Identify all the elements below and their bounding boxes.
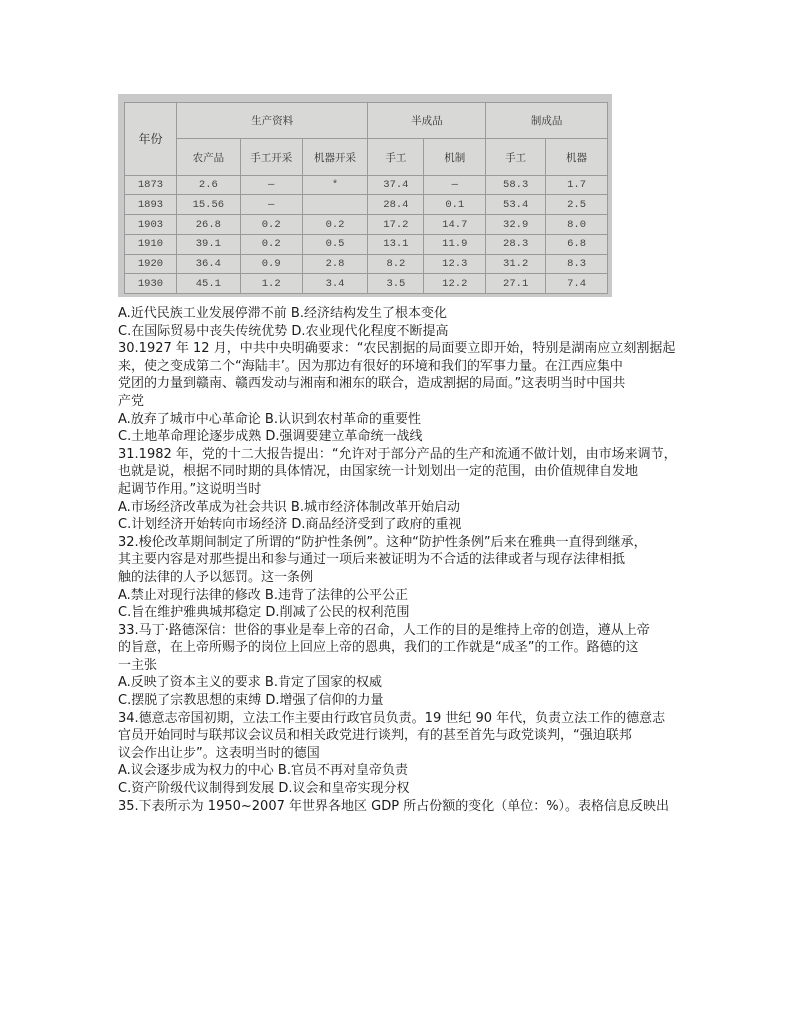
table-body xyxy=(125,175,608,293)
value-cell: 14.7 xyxy=(424,215,486,235)
group-header: 半成品 xyxy=(368,103,486,139)
value-cell: 8.2 xyxy=(368,254,424,274)
text-line: 的旨意，在上帝所赐予的岗位上回应上帝的恩典，我们的工作就是“成圣”的工作。路德的这 xyxy=(118,640,639,656)
table-row xyxy=(125,215,608,235)
value-cell: 0.2 xyxy=(240,234,302,254)
year-cell: 1930 xyxy=(125,274,177,294)
value-cell: 58.3 xyxy=(486,175,546,195)
text-line: 32.梭伦改革期间制定了所谓的“防护性条例”。这种“防护性条例”后来在雅典一直得到继承， xyxy=(118,534,647,550)
text-line: A.禁止对现行法律的修改 B.违背了法律的公平公正 xyxy=(118,587,408,603)
text-line: 31.1982 年，党的十二大报告提出：“允许对于部分产品的生产和流通不做计划，由市场来调节， xyxy=(118,446,677,462)
group-header: 制成品 xyxy=(486,103,608,139)
year-header: 年份 xyxy=(125,103,177,176)
column-header: 机器开采 xyxy=(302,139,368,175)
text-line: A.议会逐步成为权力的中心 B.官员不再对皇帝负责 xyxy=(118,763,408,779)
value-cell: 28.4 xyxy=(368,195,424,215)
value-cell: 0.9 xyxy=(240,254,302,274)
value-cell xyxy=(302,195,368,215)
value-cell: 39.1 xyxy=(176,234,240,254)
table-row xyxy=(125,195,608,215)
text-line: A.反映了资本主义的要求 B.肯定了国家的权威 xyxy=(118,675,382,691)
value-cell: 28.3 xyxy=(486,234,546,254)
text-line: C.在国际贸易中丧失传统优势 D.农业现代化程度不断提高 xyxy=(118,323,449,339)
value-cell: 32.9 xyxy=(486,215,546,235)
text-line: C.旨在维护雅典城邦稳定 D.削减了公民的权利范围 xyxy=(118,605,410,621)
value-cell: 8.0 xyxy=(546,215,608,235)
value-cell: 0.5 xyxy=(302,234,368,254)
text-line: 一主张 xyxy=(118,657,158,673)
column-header: 手工 xyxy=(368,139,424,175)
question-text-block xyxy=(118,305,688,815)
value-cell: — xyxy=(240,195,302,215)
year-cell: 1873 xyxy=(125,175,177,195)
value-cell: 2.6 xyxy=(176,175,240,195)
value-cell: 1.2 xyxy=(240,274,302,294)
text-line: 其主要内容是对那些提出和参与通过一项后来被证明为不合适的法律或者与现存法律相抵 xyxy=(118,552,626,568)
value-cell: 15.56 xyxy=(176,195,240,215)
text-line: A.近代民族工业发展停滞不前 B.经济结构发生了根本变化 xyxy=(118,306,447,321)
year-cell: 1903 xyxy=(125,215,177,235)
value-cell: 0.2 xyxy=(240,215,302,235)
year-cell: 1920 xyxy=(125,254,177,274)
production-share-table xyxy=(124,102,608,294)
text-line: 35.下表所示为 1950~2007 年世界各地区 GDP 所占份额的变化（单位：%）。表格信息反映出 xyxy=(118,798,670,814)
year-cell: 1893 xyxy=(125,195,177,215)
value-cell: 53.4 xyxy=(486,195,546,215)
value-cell: 2.8 xyxy=(302,254,368,274)
column-header: 机制 xyxy=(424,139,486,175)
text-line: 30.1927 年 12 月，中共中央明确要求：“农民割据的局面要立即开始，特别是湖南应立刻割据起 xyxy=(118,341,676,357)
table-row xyxy=(125,234,608,254)
value-cell: 13.1 xyxy=(368,234,424,254)
text-line: 起调节作用。”这说明当时 xyxy=(118,481,262,497)
table-photo xyxy=(118,94,612,297)
value-cell: 11.9 xyxy=(424,234,486,254)
value-cell: 27.1 xyxy=(486,274,546,294)
table-row xyxy=(125,254,608,274)
text-line: 来，使之变成第二个“海陆丰’。因为那边有很好的环境和我们的军事力量。在江西应集中 xyxy=(118,358,623,374)
table-row xyxy=(125,175,608,195)
value-cell: 8.3 xyxy=(546,254,608,274)
value-cell: 1.7 xyxy=(546,175,608,195)
value-cell: — xyxy=(240,175,302,195)
text-line: 33.马丁·路德深信：世俗的事业是奉上帝的召命，人工作的目的是维持上帝的创造，遵从上帝 xyxy=(118,622,650,638)
value-cell: — xyxy=(424,175,486,195)
value-cell: 2.5 xyxy=(546,195,608,215)
column-header: 农产品 xyxy=(176,139,240,175)
column-header: 手工 xyxy=(486,139,546,175)
value-cell: 36.4 xyxy=(176,254,240,274)
table-row xyxy=(125,274,608,294)
text-line: 触的法律的人予以惩罚。这一条例 xyxy=(118,569,314,585)
value-cell: 37.4 xyxy=(368,175,424,195)
text-line: 官员开始同时与联邦议会议员和相关政党进行谈判，有的甚至首先与政党谈判，“强迫联邦 xyxy=(118,728,632,744)
value-cell: 12.2 xyxy=(424,274,486,294)
text-line: C.资产阶级代议制得到发展 D.议会和皇帝实现分权 xyxy=(118,781,410,797)
value-cell: 3.5 xyxy=(368,274,424,294)
value-cell: 6.8 xyxy=(546,234,608,254)
text-line: C.计划经济开始转向市场经济 D.商品经济受到了政府的重视 xyxy=(118,517,462,533)
text-line: A.市场经济改革成为社会共识 B.城市经济体制改革开始启动 xyxy=(118,499,460,515)
column-header: 机器 xyxy=(546,139,608,175)
value-cell: 45.1 xyxy=(176,274,240,294)
value-cell: * xyxy=(302,175,368,195)
year-cell: 1910 xyxy=(125,234,177,254)
column-header: 手工开采 xyxy=(240,139,302,175)
text-line: A.放弃了城市中心革命论 B.认识到农村革命的重要性 xyxy=(118,411,421,427)
text-line: 34.德意志帝国初期，立法工作主要由行政官员负责。19 世纪 90 年代，负责立法工作的德意志 xyxy=(118,710,666,726)
text-line: C.摆脱了宗教思想的束缚 D.增强了信仰的力量 xyxy=(118,693,384,709)
text-line: 议会作出让步”。这表明当时的德国 xyxy=(118,745,320,761)
value-cell: 7.4 xyxy=(546,274,608,294)
value-cell: 17.2 xyxy=(368,215,424,235)
value-cell: 12.3 xyxy=(424,254,486,274)
text-line: C.土地革命理论逐步成熟 D.强调要建立革命统一战线 xyxy=(118,429,423,445)
value-cell: 31.2 xyxy=(486,254,546,274)
text-line: 产党 xyxy=(118,393,145,409)
value-cell: 3.4 xyxy=(302,274,368,294)
text-line: 也就是说，根据不同时期的具体情况，由国家统一计划划出一定的范围，由价值规律自发地 xyxy=(118,464,639,480)
value-cell: 0.2 xyxy=(302,215,368,235)
text-line: 党团的力量到赣南、赣西发动与湘南和湘东的联合，造成割据的局面。”这表明当时中国共 xyxy=(118,376,626,392)
group-header: 生产资料 xyxy=(176,103,368,139)
value-cell: 26.8 xyxy=(176,215,240,235)
value-cell: 0.1 xyxy=(424,195,486,215)
